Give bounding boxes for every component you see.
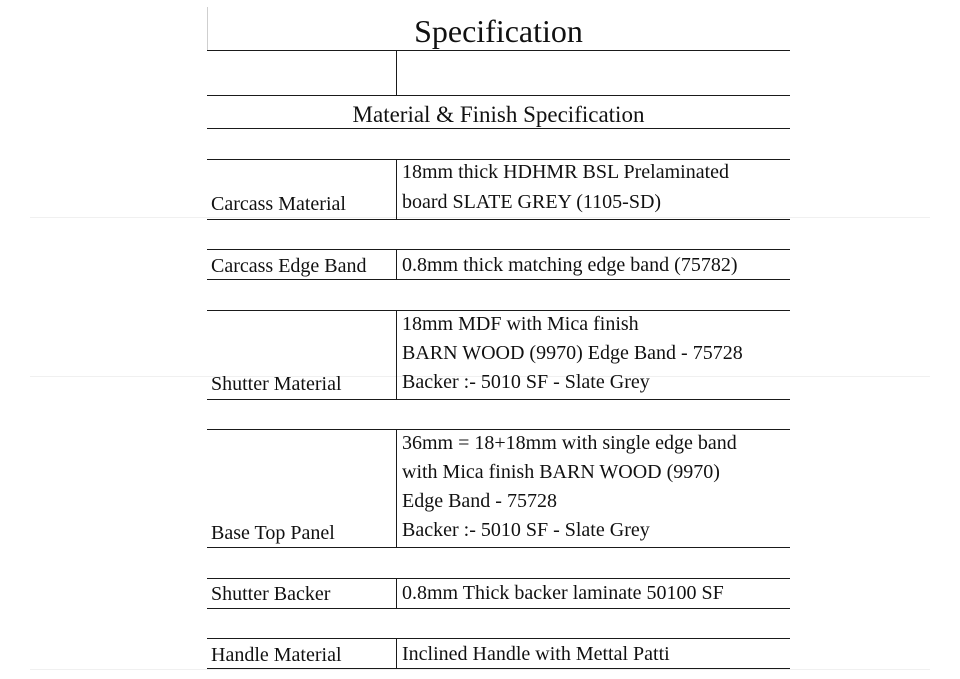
row-label-shutter-backer: Shutter Backer: [211, 583, 331, 605]
column-divider: [396, 578, 397, 608]
row-value-line: with Mica finish BARN WOOD (9970): [402, 461, 720, 483]
row-label-shutter-material: Shutter Material: [211, 373, 342, 395]
row-value-line: board SLATE GREY (1105-SD): [402, 191, 662, 213]
row-value-line: Inclined Handle with Mettal Patti: [402, 643, 670, 665]
row-value-line: 18mm MDF with Mica finish: [402, 313, 639, 335]
section-heading: Material & Finish Specification: [352, 102, 645, 127]
divider: [207, 547, 790, 548]
row-label-base-top-panel: Base Top Panel: [211, 522, 335, 544]
divider: [207, 668, 790, 669]
column-divider: [396, 249, 397, 279]
row-value-line: 0.8mm thick matching edge band (75782): [402, 254, 738, 276]
column-divider: [396, 310, 397, 399]
divider: [207, 219, 790, 220]
column-divider: [396, 159, 397, 219]
page-title: Specification: [414, 13, 583, 49]
column-divider: [396, 50, 397, 95]
divider: [207, 128, 790, 129]
divider: [207, 249, 790, 250]
column-divider: [396, 429, 397, 547]
column-divider: [396, 638, 397, 668]
divider: [207, 608, 790, 609]
divider: [207, 50, 790, 51]
row-label-carcass-edge-band: Carcass Edge Band: [211, 255, 367, 277]
divider: [207, 399, 790, 400]
row-value-line: Backer :- 5010 SF - Slate Grey: [402, 519, 650, 541]
row-value-line: 0.8mm Thick backer laminate 50100 SF: [402, 582, 724, 604]
row-value-line: 18mm thick HDHMR BSL Prelaminated: [402, 161, 730, 183]
divider: [207, 638, 790, 639]
divider: [207, 95, 790, 96]
row-value-line: BARN WOOD (9970) Edge Band - 75728: [402, 342, 743, 364]
row-label-handle-material: Handle Material: [211, 644, 342, 666]
row-value-line: Edge Band - 75728: [402, 490, 557, 512]
row-label-carcass-material: Carcass Material: [211, 193, 346, 215]
divider: [207, 279, 790, 280]
row-value-line: Backer :- 5010 SF - Slate Grey: [402, 371, 650, 393]
row-value-line: 36mm = 18+18mm with single edge band: [402, 432, 737, 454]
